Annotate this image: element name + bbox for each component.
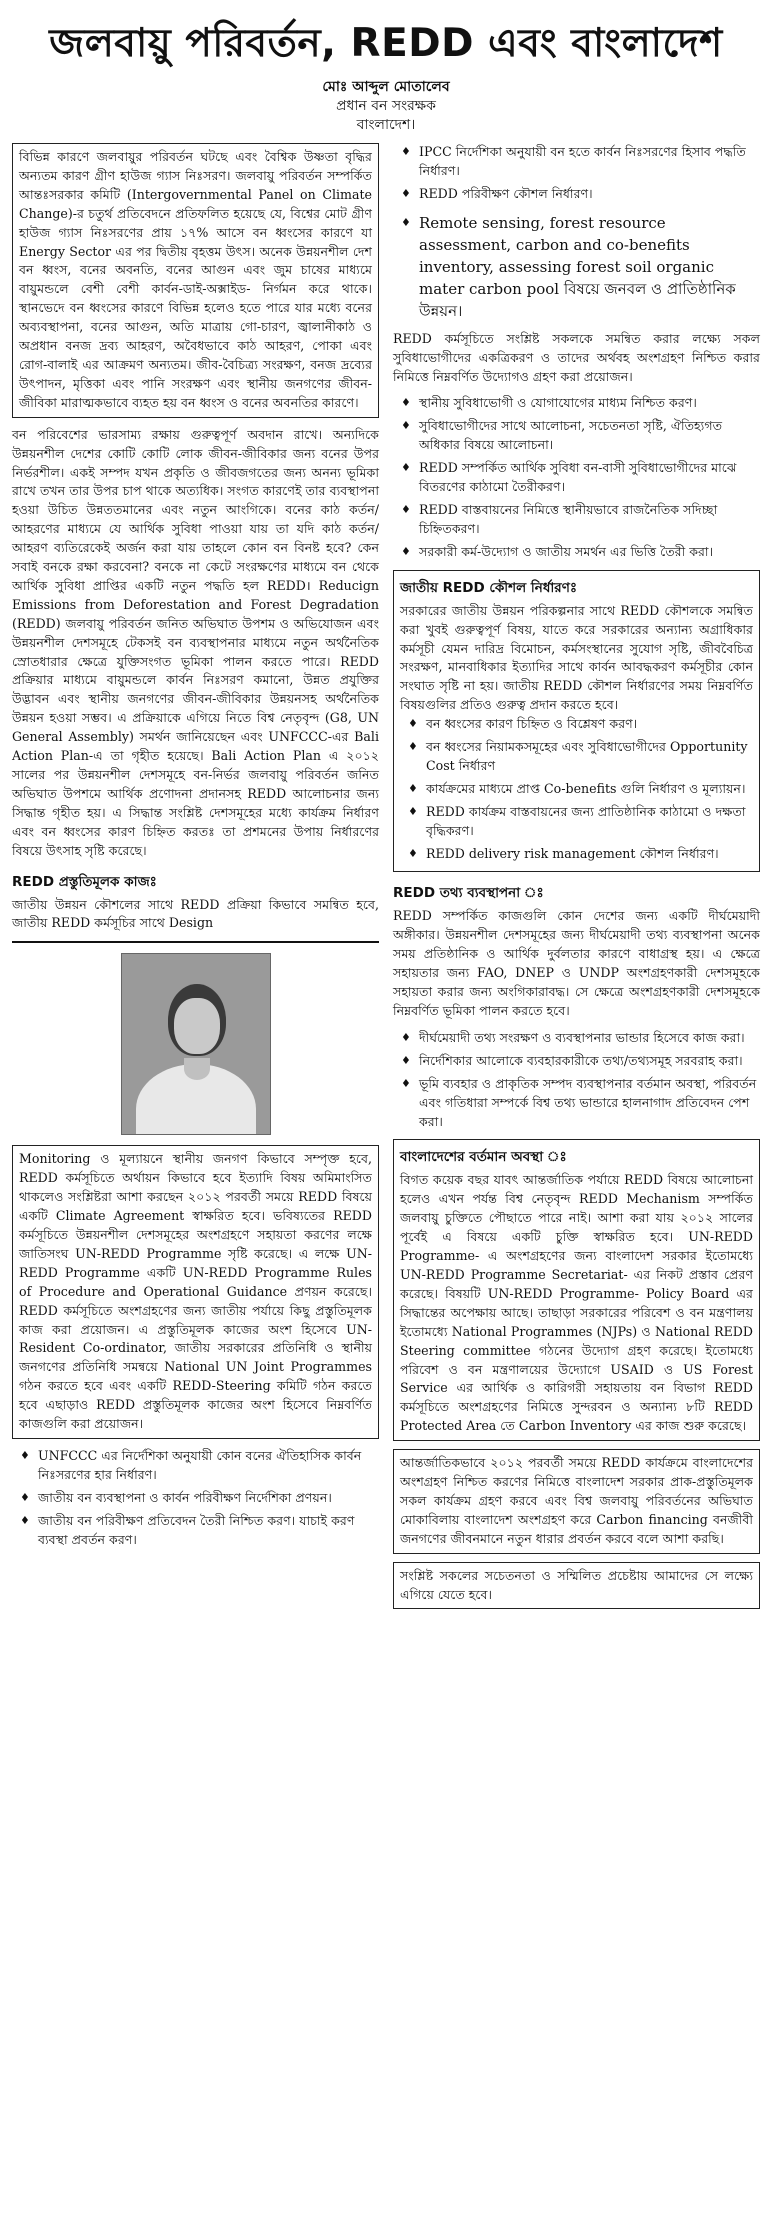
list-item: ♦ REDD delivery risk management কৌশল নির্ধারণ। [400,845,753,864]
forest-paragraph: বন পরিবেশের ভারসাম্য রক্ষায় গুরুত্বপূর্ণ অবদান রাখে। অন্যদিকে উন্নয়নশীল দেশের কোটি কোটি লোক জীবন-জীবিকার জন্য বনের উপর নির্ভরশীল। একই সম্পদ যখন প্রকৃতি ও জীবজগতের জন্য অনন্য ভূমিকা রাখে তখন তার উপর চাপ থাকে অত্যধিক। সংগত কারণেই তার ব্যবস্থাপনা হওয়া উচিত উন্নততমানের এবং নতুন আংগিকে। বনের কাঠ কর্তন/ আহরণের মাধ্যমে যে আর্থিক সুবিধা পাওয়া যায় তা যদি কাঠ কর্তন/ আহরণ ব্যতিরেকেই অর্জন করা যায় তাহলে কোন বন বিনষ্ট হবে? কেন সবাই বনকে রক্ষা করবেনা? বনকে না কেটে সংরক্ষণের মাধ্যমে বন থেকে আর্থিক সুবিধা প্রাপ্তির একটি নতুন পদ্ধতি হল REDD। Reducign Emissions from Deforestation and Forest Degradation (REDD) জলবায়ু পরিবর্তন জনিত অভিঘাত উপশম ও অভিযোজন এবং উন্নয়নশীল দেশসমূহে টেকসই বন ব্যবস্থাপনার মাধ্যমে নতুন অর্থনৈতিক স্রোতধারার ক্ষেত্রে যুক্তিসংগত ভূমিকা পালন করতে পারে। REDD প্রক্রিয়ার মাধ্যমে বায়ুমন্ডলে কার্বন নিঃসরণ কমানো, উন্নত প্রযুক্তির উদ্ভাবন এবং স্থানীয় জনগণের জীবন-জীবিকার উন্নয়নসহ অর্থনৈতিক উন্নয়ন হওয়া সম্ভব। এ প্রক্রিয়াকে এগিয়ে নিতে বিশ্ব নেতৃবৃন্দ (G8, UN General Assembly) সমর্থন জানিয়েছেন এবং UNFCCC-এর Bali Action Plan-এ তা গৃহীত হয়েছে। Bali Action Plan এ ২০১২ সালের পর উন্নয়নশীল দেশসমূহে বন-নির্ভর জলবায়ু পরিবর্তন জনিত অভিঘাত উপশমে আর্থিক প্রণোদনা প্রদানসহ REDD আলোচনার জন্য সিদ্ধান্ত গৃহীত হয়। এ সিদ্ধান্ত সংশ্লিষ্ট দেশসমূহের মধ্যে কার্যক্রম নির্ধারণ এবং বন ধ্বংসের কারণ চিহ্নিত করতঃ তা প্রশমনের উপায় নির্ধারণের বিষয়ে উৎসাহ সৃষ্টি করেছে। [12,426,379,858]
list-item: ♦ জাতীয় বন ব্যবস্থাপনা ও কার্বন পরিবীক্ষণ নির্দেশিকা প্রণয়ন। [12,1489,379,1508]
prep-bullet-list [12,1447,379,1550]
continued-box [12,1145,379,1439]
list-item: ♦ Remote sensing, forest resource assessment, carbon and co-benefits inventory, assessing forest soil organic mater carbon pool বিষয়ে জনবল ও প্রাতিষ্ঠানিক উন্নয়ন। [393,212,760,322]
monitoring-bullet-list [393,143,760,204]
stakeholder-paragraph: REDD কর্মসূচিতে সংশ্লিষ্ট সকলকে সমন্বিত করার লক্ষ্যে সকল সুবিধাভোগীদের একত্রিকরণ ও তাদের অর্থবহ অংশগ্রহণ নিশ্চিত করার নিমিত্তে নিম্নবর্ণিত উদ্যোগও গ্রহণ করা প্রয়োজন। [393,330,760,384]
status-box [393,1139,760,1441]
list-item: ♦ সরকারী কর্ম-উদ্যোগ ও জাতীয় সমর্থন এর ভিত্তি তৈরী করা। [393,543,760,562]
closing-box [393,1562,760,1610]
list-item: ♦ REDD সম্পর্কিত আর্থিক সুবিধা বন-বাসী সুবিধাভোগীদের মাঝে বিতরণের কাঠামো তৈরীকরণ। [393,459,760,497]
info-bullet-list [393,1029,760,1132]
right-column [393,143,760,1617]
list-item: ♦ সুবিধাভোগীদের সাথে আলোচনা, সচেতনতা সৃষ্টি, ঐতিহ্যগত অধিকার বিষয়ে আলোচনা। [393,417,760,455]
strategy-heading: জাতীয় REDD কৌশল নির্ধারণঃ [400,579,578,596]
list-item: ♦ REDD পরিবীক্ষণ কৌশল নির্ধারণ। [393,185,760,204]
strategy-bullet-list [400,715,753,863]
author-designation: প্রধান বন সংরক্ষক [336,98,436,114]
list-item: ♦ স্থানীয় সুবিধাভোগী ও যোগাযোগের মাধ্যম নিশ্চিত করণ। [393,394,760,413]
intro-box [12,143,379,418]
conclusion-paragraph: আন্তর্জাতিকভাবে ২০১২ পরবর্তী সময়ে REDD কার্যক্রমে বাংলাদেশের অংশগ্রহণ নিশ্চিত করণের নিমিত্তে বাংলাদেশ সরকার প্রাক-প্রস্তুতিমূলক সকল কার্যক্রম গ্রহণ করবে এবং বিশ্ব জলবায়ু পরিবর্তনের অভিঘাত মোকাবিলায় বাংলাদেশ অংশগ্রহণ করে Carbon financing বনজীবী জনগণের জীবনমানে নতুন ধারার প্রবর্তন করবে বলে আশা করছি। [400,1455,753,1546]
list-item: ♦ বন ধ্বংসের নিয়ামকসমূহের এবং সুবিধাভোগীদের Opportunity Cost নির্ধারণ [400,738,753,776]
strategy-paragraph: সরকারের জাতীয় উন্নয়ন পরিকল্পনার সাথে REDD কৌশলকে সমন্বিত করা খুবই গুরুত্বপূর্ণ বিষয়, যাতে করে সরকারের অন্যান্য অগ্রাধিকার কর্মসূচী যেমন দারিদ্র বিমোচন, কর্মসংস্থানের সুযোগ সৃষ্টি, জীববৈচিত্র সংরক্ষণ, মানবাধিকার ইত্যাদির সাথে কার্বন আবদ্ধকরণ কর্মসূচীর কোন সংঘাত সৃষ্টি না হয়। জাতীয় REDD কৌশল নির্ধারণের সময় নিম্নবর্ণিত বিষয়গুলির প্রতিও গুরুত্ব প্রদান করতে হবে। [400,602,753,713]
list-item: ♦ REDD বাস্তবায়নের নিমিত্তে স্থানীয়ভাবে রাজনৈতিক সদিচ্ছা চিহ্নিতকরণ। [393,501,760,539]
list-item: ♦ IPCC নির্দেশিকা অনুযায়ী বন হতে কার্বন নিঃসরণের হিসাব পদ্ধতি নির্ধারণ। [393,143,760,181]
headline: জলবায়ু পরিবর্তন, REDD এবং বাংলাদেশ [49,21,723,66]
author-country: বাংলাদেশ। [356,117,416,133]
info-paragraph: REDD সম্পর্কিত কাজগুলি কোন দেশের জন্য একটি দীর্ঘমেয়াদী অঙ্গীকার। উন্নয়নশীল দেশসমূহের জন্য দীর্ঘমেয়াদী তথ্য ব্যবস্থাপনা অনেক সময় প্রতিষ্ঠানিক ও আর্থিক দুর্বলতার কারণে বাধাগ্রস্থ হয়। এ ক্ষেত্রে সহায়তার জন্য FAO, DNEP ও UNDP অংশগ্রহণকারী দেশসমূহকে সহায়তা করার জন্য অংগিকারাবদ্ধ। সে ক্ষেত্রে অংশগ্রহণকারী দেশসমূহকে নিম্নবর্ণিত ভূমিকা পালন করতে হবে। [393,908,760,1018]
prep-heading: REDD প্রস্তুতিমূলক কাজঃ [12,873,157,890]
closing-paragraph: সংশ্লিষ্ট সকলের সচেতনতা ও সম্মিলিত প্রচেষ্টায় আমাদের সে লক্ষ্যে এগিয়ে যেতে হবে। [400,1567,753,1602]
status-paragraph: বিগত কয়েক বছর যাবৎ আন্তর্জাতিক পর্যায়ে REDD বিষয়ে আলোচনা হলেও এখন পর্যন্ত বিশ্ব নেতৃবৃন্দ REDD Mechanism সম্পর্কিত জলবায়ু চুক্তিতে পৌছাতে পারে নাই। আশা করা যায় ২০১২ সালের পূর্বেই এ বিষয়ে একটি চুক্তি স্বাক্ষরিত হবে। UN-REDD Programme- এ অংশগ্রহণের জন্য বাংলাদেশ সরকার ইতোমধ্যে UN-REDD Programme Secretariat- এর নিকট প্রস্তাব প্রেরণ করেছে। বিষয়টি UN-REDD Programme- Policy Board এর সিদ্ধান্তের অপেক্ষায় আছে। তাছাড়া সরকারের পরিবেশ ও বন মন্ত্রণালয় ইতোমধ্যে National Programmes (NJPs) ও National REDD Steering committee গঠনের উদ্যোগ গ্রহণ করেছে। ইতোমধ্যে পরিবেশ ও বন মন্ত্রণালয়ের উদ্যোগে USAID ও US Forest Service এর আর্থিক ও কারিগরী সহায়তায় বন বিভাগ REDD কর্মসূচিতে অংশগ্রহণের নিমিত্তে সুন্দরবন ও অন্যান্য ৮টি REDD Protected Area তে Carbon Inventory এর কাজ শুরু করেছে। [400,1172,753,1434]
info-heading: REDD তথ্য ব্যবস্থাপনা ঃ [393,885,544,902]
list-item: ♦ বন ধ্বংসের কারণ চিহ্নিত ও বিশ্লেষণ করণ। [400,715,753,734]
conclusion-box [393,1449,760,1554]
strategy-box [393,570,760,873]
list-item: ♦ UNFCCC এর নির্দেশিকা অনুযায়ী কোন বনের ঐতিহাসিক কার্বন নিঃসরণের হার নির্ধারণ। [12,1447,379,1485]
list-item: ♦ ভূমি ব্যবহার ও প্রাকৃতিক সম্পদ ব্যবস্থাপনার বর্তমান অবস্থা, পরিবর্তন এবং গতিধারা সম্পর্কে বিশ্ব তথ্য ভান্ডারে হালনাগাদ প্রতিবেদন পেশ করা। [393,1075,760,1132]
list-item: ♦ দীর্ঘমেয়াদী তথ্য সংরক্ষণ ও ব্যবস্থাপনার ভান্ডার হিসেবে কাজ করা। [393,1029,760,1048]
remote-sensing-bullet [393,212,760,322]
author-name: মোঃ আব্দুল মোতালেব [322,79,450,95]
article-columns [12,143,760,1617]
list-item: ♦ কার্যক্রমের মাধ্যমে প্রাপ্ত Co-benefits গুলি নির্ধারণ ও মূল্যায়ন। [400,780,753,799]
intro-paragraph: বিভিন্ন কারণে জলবায়ুর পরিবর্তন ঘটছে এবং বৈশ্বিক উষ্ণতা বৃদ্ধির অন্যতম কারণ গ্রীণ হাউজ গ্যাস নিঃসরণ। জলবায়ু পরিবর্তন সম্পর্কিত আন্তঃসরকার কমিটি (Intergovernmental Panel on Climate Change)-র চতুর্থ প্রতিবেদনে প্রতিফলিত হয়েছে যে, বিশ্বের মোট গ্রীণ হাউজ গ্যাস নিঃসরণের প্রায় ১৭% আসে বন ধ্বংসের কারণে যা Energy Sector এর পর দ্বিতীয় বৃহত্তম উৎস। অনেক উন্নয়নশীল দেশ বন ধ্বংস, বনের অবনতি, বনের আগুন এবং জুম চাষের মাধ্যমে বায়ুমন্ডলে বেশী বেশী কার্বন-ডাই-অক্সাইড- নির্গমন করে থাকে। স্থানভেদে বন ধ্বংসের কারণে বিভিন্ন হলেও হতে পারে যার মধ্যে বনের অব্যবস্থাপনা, বনের আগুন, অতি মাত্রায় গো-চারণ, জ্বালানীকাঠ ও অপ্রধান বনজ দ্রব্য আহরণ, অবৈধভাবে কাঠ আহরণ, পোকা এবং রোগ-বালাই এর আক্রমণ অন্যতম। জীব-বৈচিত্র্য সংরক্ষণ, বনজ দ্রব্যের উৎপাদন, মৃত্তিকা এবং পানি সংরক্ষণ এবং স্থানীয় জনগণের জীবন-জীবিকা মারাত্মকভাবে ব্যহত হয় বন ধ্বংস ও বনের অবনতির কারণে। [19,149,373,410]
list-item: ♦ নির্দেশিকার আলোকে ব্যবহারকারীকে তথ্য/তথ্যসমূহ সরবরাহ করা। [393,1052,760,1071]
photo-face-shape [174,998,220,1054]
left-column [12,143,379,1617]
byline [12,78,760,135]
continued-paragraph: Monitoring ও মূল্যায়নে স্থানীয় জনগণ কিভাবে সম্পৃক্ত হবে, REDD কর্মসূচিতে অর্থায়ন কিভাবে হবে ইত্যাদি বিষয় অমিমাংসিত থাকলেও সংশ্লিষ্টরা আশা করছেন ২০১২ পরবর্তী সময়ে REDD বিষয়ে একটি Climate Agreement স্বাক্ষরিত হবে। ভবিষ্যতের REDD কর্মসূচিতে উন্নয়নশীল দেশসমূহের অংশগ্রহণে সহায়তা করণের লক্ষে জাতিসংঘ UN-REDD Programme সৃষ্টি করেছে। এ লক্ষে UN-REDD Programme একটি UN-REDD Programme Rules of Procedure and Operational Guidance প্রণয়ন করেছে। REDD কর্মসূচিতে অংশগ্রহণের জন্য জাতীয় পর্যায়ে কিছু প্রস্তুতিমূলক কাজ করা প্রয়োজন। এ প্রস্তুতিমূলক কাজের অংশ হিসেবে UN-Resident Co-ordinator, জাতীয় সরকারের প্রতিনিধি ও স্থানীয় জনগণের প্রতিনিধি সমন্বয়ে National UN Joint Programmes গঠন করতে হবে এবং একটি REDD-Steering কমিটি গঠন করতে হবে এছাড়াও REDD প্রস্তুতিমূলক কাজের অংশ হিসেবে নিম্নবর্ণিত কাজগুলি করা প্রয়োজন। [19,1151,372,1432]
author-photo-frame [12,941,379,1145]
list-item: ♦ জাতীয় বন পরিবীক্ষণ প্রতিবেদন তৈরী নিশ্চিত করণ। যাচাই করণ ব্যবস্থা প্রবর্তন করণ। [12,1512,379,1550]
photo-collar-shape [184,1058,210,1080]
prep-paragraph: জাতীয় উন্নয়ন কৌশলের সাথে REDD প্রক্রিয়া কিভাবে সমন্বিত হবে, জাতীয় REDD কর্মসূচির সাথে Design [12,896,379,931]
list-item: ♦ REDD কার্যক্রম বাস্তবায়নের জন্য প্রাতিষ্ঠানিক কাঠামো ও দক্ষতা বৃদ্ধিকরণ। [400,803,753,841]
status-heading: বাংলাদেশের বর্তমান অবস্থা ঃ [400,1149,567,1166]
author-photo [121,953,271,1135]
stakeholder-bullet-list [393,394,760,561]
